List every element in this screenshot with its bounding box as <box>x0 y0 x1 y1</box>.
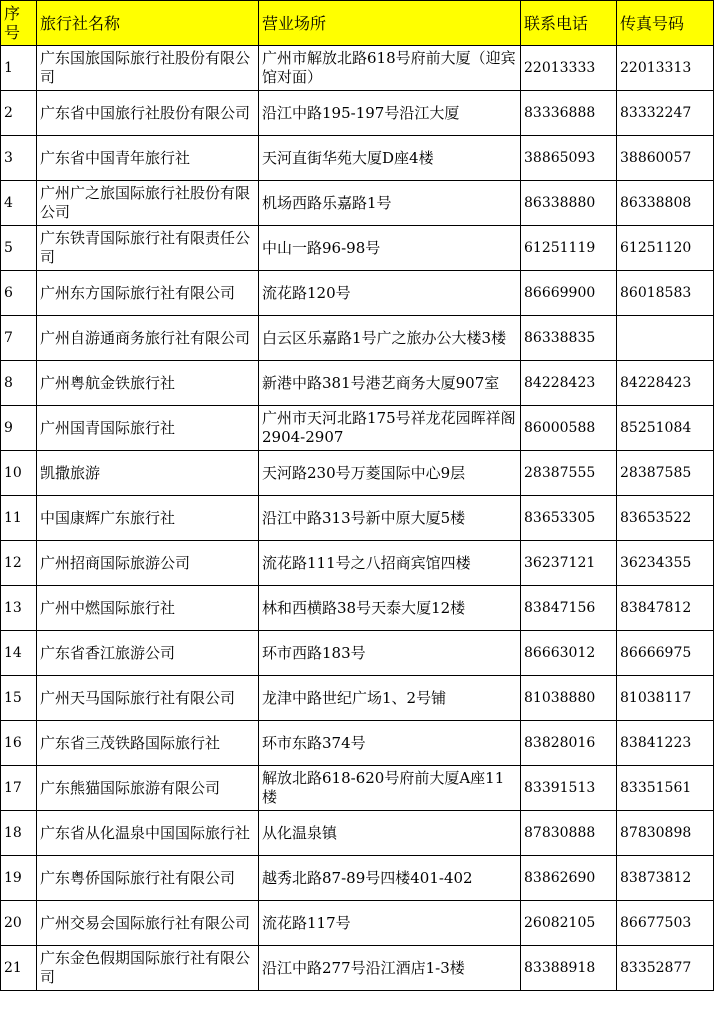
cell-address: 白云区乐嘉路1号广之旅办公大楼3楼 <box>259 316 521 361</box>
cell-address: 广州市天河北路175号祥龙花园晖祥阁2904-2907 <box>259 406 521 451</box>
cell-agency-name: 广东省从化温泉中国国际旅行社 <box>37 811 259 856</box>
table-row <box>1 316 714 361</box>
cell-index: 20 <box>1 901 37 946</box>
cell-fax: 83873812 <box>617 856 714 901</box>
cell-address: 新港中路381号港艺商务大厦907室 <box>259 361 521 406</box>
cell-fax <box>617 316 714 361</box>
cell-address: 流花路111号之八招商宾馆四楼 <box>259 541 521 586</box>
cell-agency-name: 广州国青国际旅行社 <box>37 406 259 451</box>
cell-address: 天河路230号万菱国际中心9层 <box>259 451 521 496</box>
cell-phone: 22013333 <box>521 46 617 91</box>
cell-fax: 36234355 <box>617 541 714 586</box>
cell-agency-name: 凯撒旅游 <box>37 451 259 496</box>
cell-index: 5 <box>1 226 37 271</box>
cell-fax: 83841223 <box>617 721 714 766</box>
cell-fax: 38860057 <box>617 136 714 181</box>
cell-agency-name: 广州广之旅国际旅行社股份有限公司 <box>37 181 259 226</box>
cell-address: 流花路117号 <box>259 901 521 946</box>
cell-index: 8 <box>1 361 37 406</box>
cell-address: 流花路120号 <box>259 271 521 316</box>
cell-phone: 83862690 <box>521 856 617 901</box>
table-row <box>1 406 714 451</box>
table-row <box>1 451 714 496</box>
table-row <box>1 271 714 316</box>
cell-agency-name: 广东省三茂铁路国际旅行社 <box>37 721 259 766</box>
cell-address: 龙津中路世纪广场1、2号铺 <box>259 676 521 721</box>
cell-phone: 28387555 <box>521 451 617 496</box>
cell-phone: 87830888 <box>521 811 617 856</box>
table-row <box>1 136 714 181</box>
table-row <box>1 766 714 811</box>
cell-index: 14 <box>1 631 37 676</box>
header-row <box>1 1 714 46</box>
cell-agency-name: 广东省香江旅游公司 <box>37 631 259 676</box>
cell-index: 19 <box>1 856 37 901</box>
cell-address: 沿江中路277号沿江酒店1-3楼 <box>259 946 521 991</box>
cell-phone: 26082105 <box>521 901 617 946</box>
cell-phone: 83828016 <box>521 721 617 766</box>
cell-index: 18 <box>1 811 37 856</box>
cell-index: 9 <box>1 406 37 451</box>
cell-agency-name: 广州天马国际旅行社有限公司 <box>37 676 259 721</box>
cell-fax: 86338808 <box>617 181 714 226</box>
cell-fax: 28387585 <box>617 451 714 496</box>
cell-agency-name: 广州招商国际旅游公司 <box>37 541 259 586</box>
cell-address: 越秀北路87-89号四楼401-402 <box>259 856 521 901</box>
cell-phone: 86000588 <box>521 406 617 451</box>
cell-index: 1 <box>1 46 37 91</box>
cell-phone: 83388918 <box>521 946 617 991</box>
cell-phone: 83336888 <box>521 91 617 136</box>
cell-agency-name: 广东国旅国际旅行社股份有限公司 <box>37 46 259 91</box>
cell-index: 21 <box>1 946 37 991</box>
cell-index: 6 <box>1 271 37 316</box>
cell-agency-name: 广州东方国际旅行社有限公司 <box>37 271 259 316</box>
cell-agency-name: 广东熊猫国际旅游有限公司 <box>37 766 259 811</box>
cell-address: 沿江中路313号新中原大厦5楼 <box>259 496 521 541</box>
header-agency-name: 旅行社名称 <box>37 1 259 46</box>
cell-phone: 36237121 <box>521 541 617 586</box>
header-phone: 联系电话 <box>521 1 617 46</box>
table-header <box>1 1 714 46</box>
cell-phone: 83653305 <box>521 496 617 541</box>
cell-index: 13 <box>1 586 37 631</box>
cell-index: 7 <box>1 316 37 361</box>
table-row <box>1 91 714 136</box>
cell-phone: 86669900 <box>521 271 617 316</box>
cell-address: 机场西路乐嘉路1号 <box>259 181 521 226</box>
cell-address: 从化温泉镇 <box>259 811 521 856</box>
cell-index: 15 <box>1 676 37 721</box>
cell-fax: 84228423 <box>617 361 714 406</box>
cell-address: 解放北路618-620号府前大厦A座11楼 <box>259 766 521 811</box>
cell-phone: 86663012 <box>521 631 617 676</box>
table-row <box>1 811 714 856</box>
cell-fax: 85251084 <box>617 406 714 451</box>
table-row <box>1 586 714 631</box>
cell-fax: 83352877 <box>617 946 714 991</box>
cell-fax: 83351561 <box>617 766 714 811</box>
cell-index: 16 <box>1 721 37 766</box>
cell-fax: 61251120 <box>617 226 714 271</box>
table-row <box>1 226 714 271</box>
cell-index: 17 <box>1 766 37 811</box>
cell-fax: 81038117 <box>617 676 714 721</box>
cell-agency-name: 广东省中国旅行社股份有限公司 <box>37 91 259 136</box>
cell-address: 沿江中路195-197号沿江大厦 <box>259 91 521 136</box>
cell-phone: 86338835 <box>521 316 617 361</box>
cell-agency-name: 广东省中国青年旅行社 <box>37 136 259 181</box>
cell-agency-name: 广州粤航金铁旅行社 <box>37 361 259 406</box>
header-fax: 传真号码 <box>617 1 714 46</box>
table-row <box>1 46 714 91</box>
cell-fax: 86018583 <box>617 271 714 316</box>
cell-index: 2 <box>1 91 37 136</box>
cell-fax: 22013313 <box>617 46 714 91</box>
cell-agency-name: 中国康辉广东旅行社 <box>37 496 259 541</box>
cell-phone: 38865093 <box>521 136 617 181</box>
header-index: 序号 <box>1 1 37 46</box>
cell-agency-name: 广州中燃国际旅行社 <box>37 586 259 631</box>
cell-fax: 83332247 <box>617 91 714 136</box>
cell-fax: 86677503 <box>617 901 714 946</box>
table-row <box>1 721 714 766</box>
table-row <box>1 541 714 586</box>
cell-index: 10 <box>1 451 37 496</box>
table-body <box>1 46 714 991</box>
header-address: 营业场所 <box>259 1 521 46</box>
cell-agency-name: 广东粤侨国际旅行社有限公司 <box>37 856 259 901</box>
cell-agency-name: 广州自游通商务旅行社有限公司 <box>37 316 259 361</box>
table-row <box>1 181 714 226</box>
cell-phone: 81038880 <box>521 676 617 721</box>
cell-fax: 83653522 <box>617 496 714 541</box>
cell-index: 3 <box>1 136 37 181</box>
cell-address: 广州市解放北路618号府前大厦（迎宾馆对面） <box>259 46 521 91</box>
cell-fax: 87830898 <box>617 811 714 856</box>
cell-phone: 83391513 <box>521 766 617 811</box>
table-row <box>1 946 714 991</box>
table-row <box>1 631 714 676</box>
cell-agency-name: 广东金色假期国际旅行社有限公司 <box>37 946 259 991</box>
cell-index: 12 <box>1 541 37 586</box>
cell-address: 林和西横路38号天泰大厦12楼 <box>259 586 521 631</box>
cell-phone: 83847156 <box>521 586 617 631</box>
table-row <box>1 901 714 946</box>
cell-fax: 86666975 <box>617 631 714 676</box>
table-row <box>1 676 714 721</box>
cell-index: 11 <box>1 496 37 541</box>
cell-phone: 84228423 <box>521 361 617 406</box>
cell-address: 天河直街华苑大厦D座4楼 <box>259 136 521 181</box>
table-row <box>1 361 714 406</box>
cell-phone: 86338880 <box>521 181 617 226</box>
cell-agency-name: 广州交易会国际旅行社有限公司 <box>37 901 259 946</box>
table-row <box>1 856 714 901</box>
cell-fax: 83847812 <box>617 586 714 631</box>
cell-agency-name: 广东铁青国际旅行社有限责任公司 <box>37 226 259 271</box>
cell-phone: 61251119 <box>521 226 617 271</box>
table-row <box>1 496 714 541</box>
cell-address: 环市西路183号 <box>259 631 521 676</box>
cell-address: 中山一路96-98号 <box>259 226 521 271</box>
cell-index: 4 <box>1 181 37 226</box>
cell-address: 环市东路374号 <box>259 721 521 766</box>
